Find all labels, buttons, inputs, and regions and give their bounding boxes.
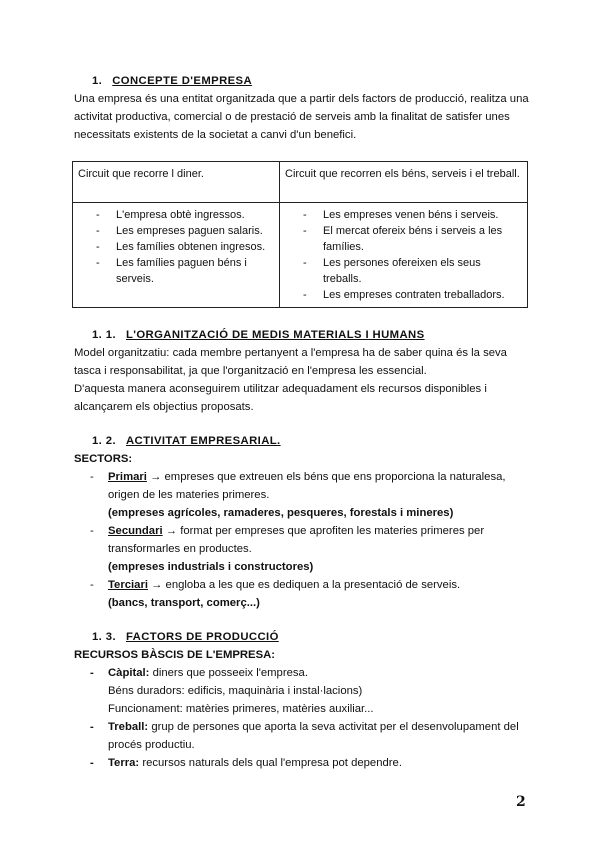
sectors-list xyxy=(74,468,534,612)
resource-capital: - Càpital: diners que posseeix l'empresa. Béns duradors: edificis, maquinària i instal·lacions) Funcionament: matèries primeres, matèries auxiliar... xyxy=(74,664,534,718)
resource-desc: grup de persones que aporta la seva activitat per el desenvolupament del procés productiu. xyxy=(108,721,519,751)
resource-treball: - Treball: grup de persones que aporta la seva activitat per el desenvolupament del procés productiu. xyxy=(90,721,519,751)
table-header-money: Circuit que recorre l diner. xyxy=(73,162,280,203)
section-1-3-number: 1. 3. xyxy=(92,631,116,643)
sector-tertiary: - Terciari → engloba a les que es dediquen a la presentació de serveis. (bancs, transport, comerç...) xyxy=(74,576,534,612)
section-1-1-paragraph-2: D'aquesta manera aconseguirem utilitzar adequadament els recursos disponibles i alcançarem els objectius proposats. xyxy=(74,383,487,413)
table-header-row xyxy=(73,162,528,203)
section-1-2-title: ACTIVITAT EMPRESARIAL. xyxy=(125,435,281,447)
table-header-goods: Circuit que recorren els béns, serveis i el treball. xyxy=(280,162,528,203)
section-1-heading xyxy=(92,72,552,90)
sector-name: Secundari xyxy=(108,525,163,537)
section-1-2-heading xyxy=(92,432,552,450)
list-item: - Les famílies obtenen ingresos. xyxy=(78,239,274,255)
sector-examples: (empreses industrials i constructores) xyxy=(108,561,314,573)
table-body-row xyxy=(73,203,528,308)
resource-terra: - Terra: recursos naturals dels qual l'empresa pot dependre. xyxy=(90,757,402,769)
section-1-1-heading xyxy=(92,326,552,344)
resource-name: Càpital: xyxy=(108,667,150,679)
list-item: - Les empreses paguen salaris. xyxy=(78,223,274,239)
goods-circuit-list xyxy=(285,207,522,303)
list-item: - Les empreses contraten treballadors. xyxy=(285,287,522,303)
resources-list xyxy=(74,664,534,772)
sectors-label: SECTORS: xyxy=(74,453,133,465)
sector-examples: (empreses agrícoles, ramaderes, pesqueres, forestals i mineres) xyxy=(108,507,454,519)
section-1-2-number: 1. 2. xyxy=(92,435,116,447)
resource-desc: recursos naturals dels qual l'empresa pot dependre. xyxy=(142,757,402,769)
section-1-3-title: FACTORS DE PRODUCCIÓ xyxy=(125,631,279,643)
resource-name: Treball: xyxy=(108,721,149,733)
sector-secondary: - Secundari → format per empreses que aprofiten les materies primeres per transformarles en productes. (empreses industrials i constructores) xyxy=(74,522,534,576)
sector-name: Primari xyxy=(108,471,147,483)
table-cell-goods xyxy=(280,203,528,308)
page-number: 2 xyxy=(516,794,526,810)
resource-detail: Funcionament: matèries primeres, matèries auxiliar... xyxy=(108,703,374,715)
section-1-1-number: 1. 1. xyxy=(92,329,116,341)
list-item: - Les famílies paguen béns i serveis. xyxy=(78,255,274,287)
sector-name: Terciari xyxy=(108,579,148,591)
section-1-3-heading xyxy=(92,628,552,646)
list-item: - Les empreses venen béns i serveis. xyxy=(285,207,522,223)
resource-detail: Béns duradors: edificis, maquinària i instal·lacions) xyxy=(108,685,363,697)
resources-label: RECURSOS BÀSCIS DE L'EMPRESA: xyxy=(74,649,276,661)
list-item: - Les persones ofereixen els seus treballs. xyxy=(285,255,522,287)
money-circuit-list xyxy=(78,207,274,287)
circuits-table xyxy=(72,161,528,308)
section-1-1-title: L'ORGANITZACIÓ DE MEDIS MATERIALS I HUMANS xyxy=(125,329,425,341)
resource-name: Terra: xyxy=(108,757,140,769)
sector-desc: → empreses que extreuen els béns que ens proporciona la naturalesa, origen de les materies primeres. xyxy=(108,471,506,501)
sector-primary: - Primari → empreses que extreuen els béns que ens proporciona la naturalesa, origen de les materies primeres. (empreses agrícoles, ramaderes, pesqueres, forestals i mineres) xyxy=(74,468,534,522)
sector-desc: → format per empreses que aprofiten les materies primeres per transformarles en productes. xyxy=(108,525,485,555)
section-1-number: 1. xyxy=(92,75,103,87)
section-1-paragraph: Una empresa és una entitat organitzada que a partir dels factors de producció, realitza una activitat productiva, comercial o de prestació de serveis amb la finalitat de satisfer unes necessitats existents de la societat a canvi d'un benefici. xyxy=(74,93,529,141)
list-item: - El mercat ofereix béns i serveis a les famílies. xyxy=(285,223,522,255)
section-1-title: CONCEPTE D'EMPRESA xyxy=(112,75,253,87)
section-1-1-paragraph-1: Model organitzatiu: cada membre pertanyent a l'empresa ha de saber quina és la seva tasca i responsabilitat, ja que l'organització en l'empresa les essencial. xyxy=(74,347,507,377)
table-cell-money xyxy=(73,203,280,308)
resource-desc: diners que posseeix l'empresa. xyxy=(152,667,308,679)
list-item: - L'empresa obtè ingressos. xyxy=(78,207,274,223)
sector-desc: → engloba a les que es dediquen a la presentació de serveis. xyxy=(151,579,461,591)
sector-examples: (bancs, transport, comerç...) xyxy=(108,597,260,609)
